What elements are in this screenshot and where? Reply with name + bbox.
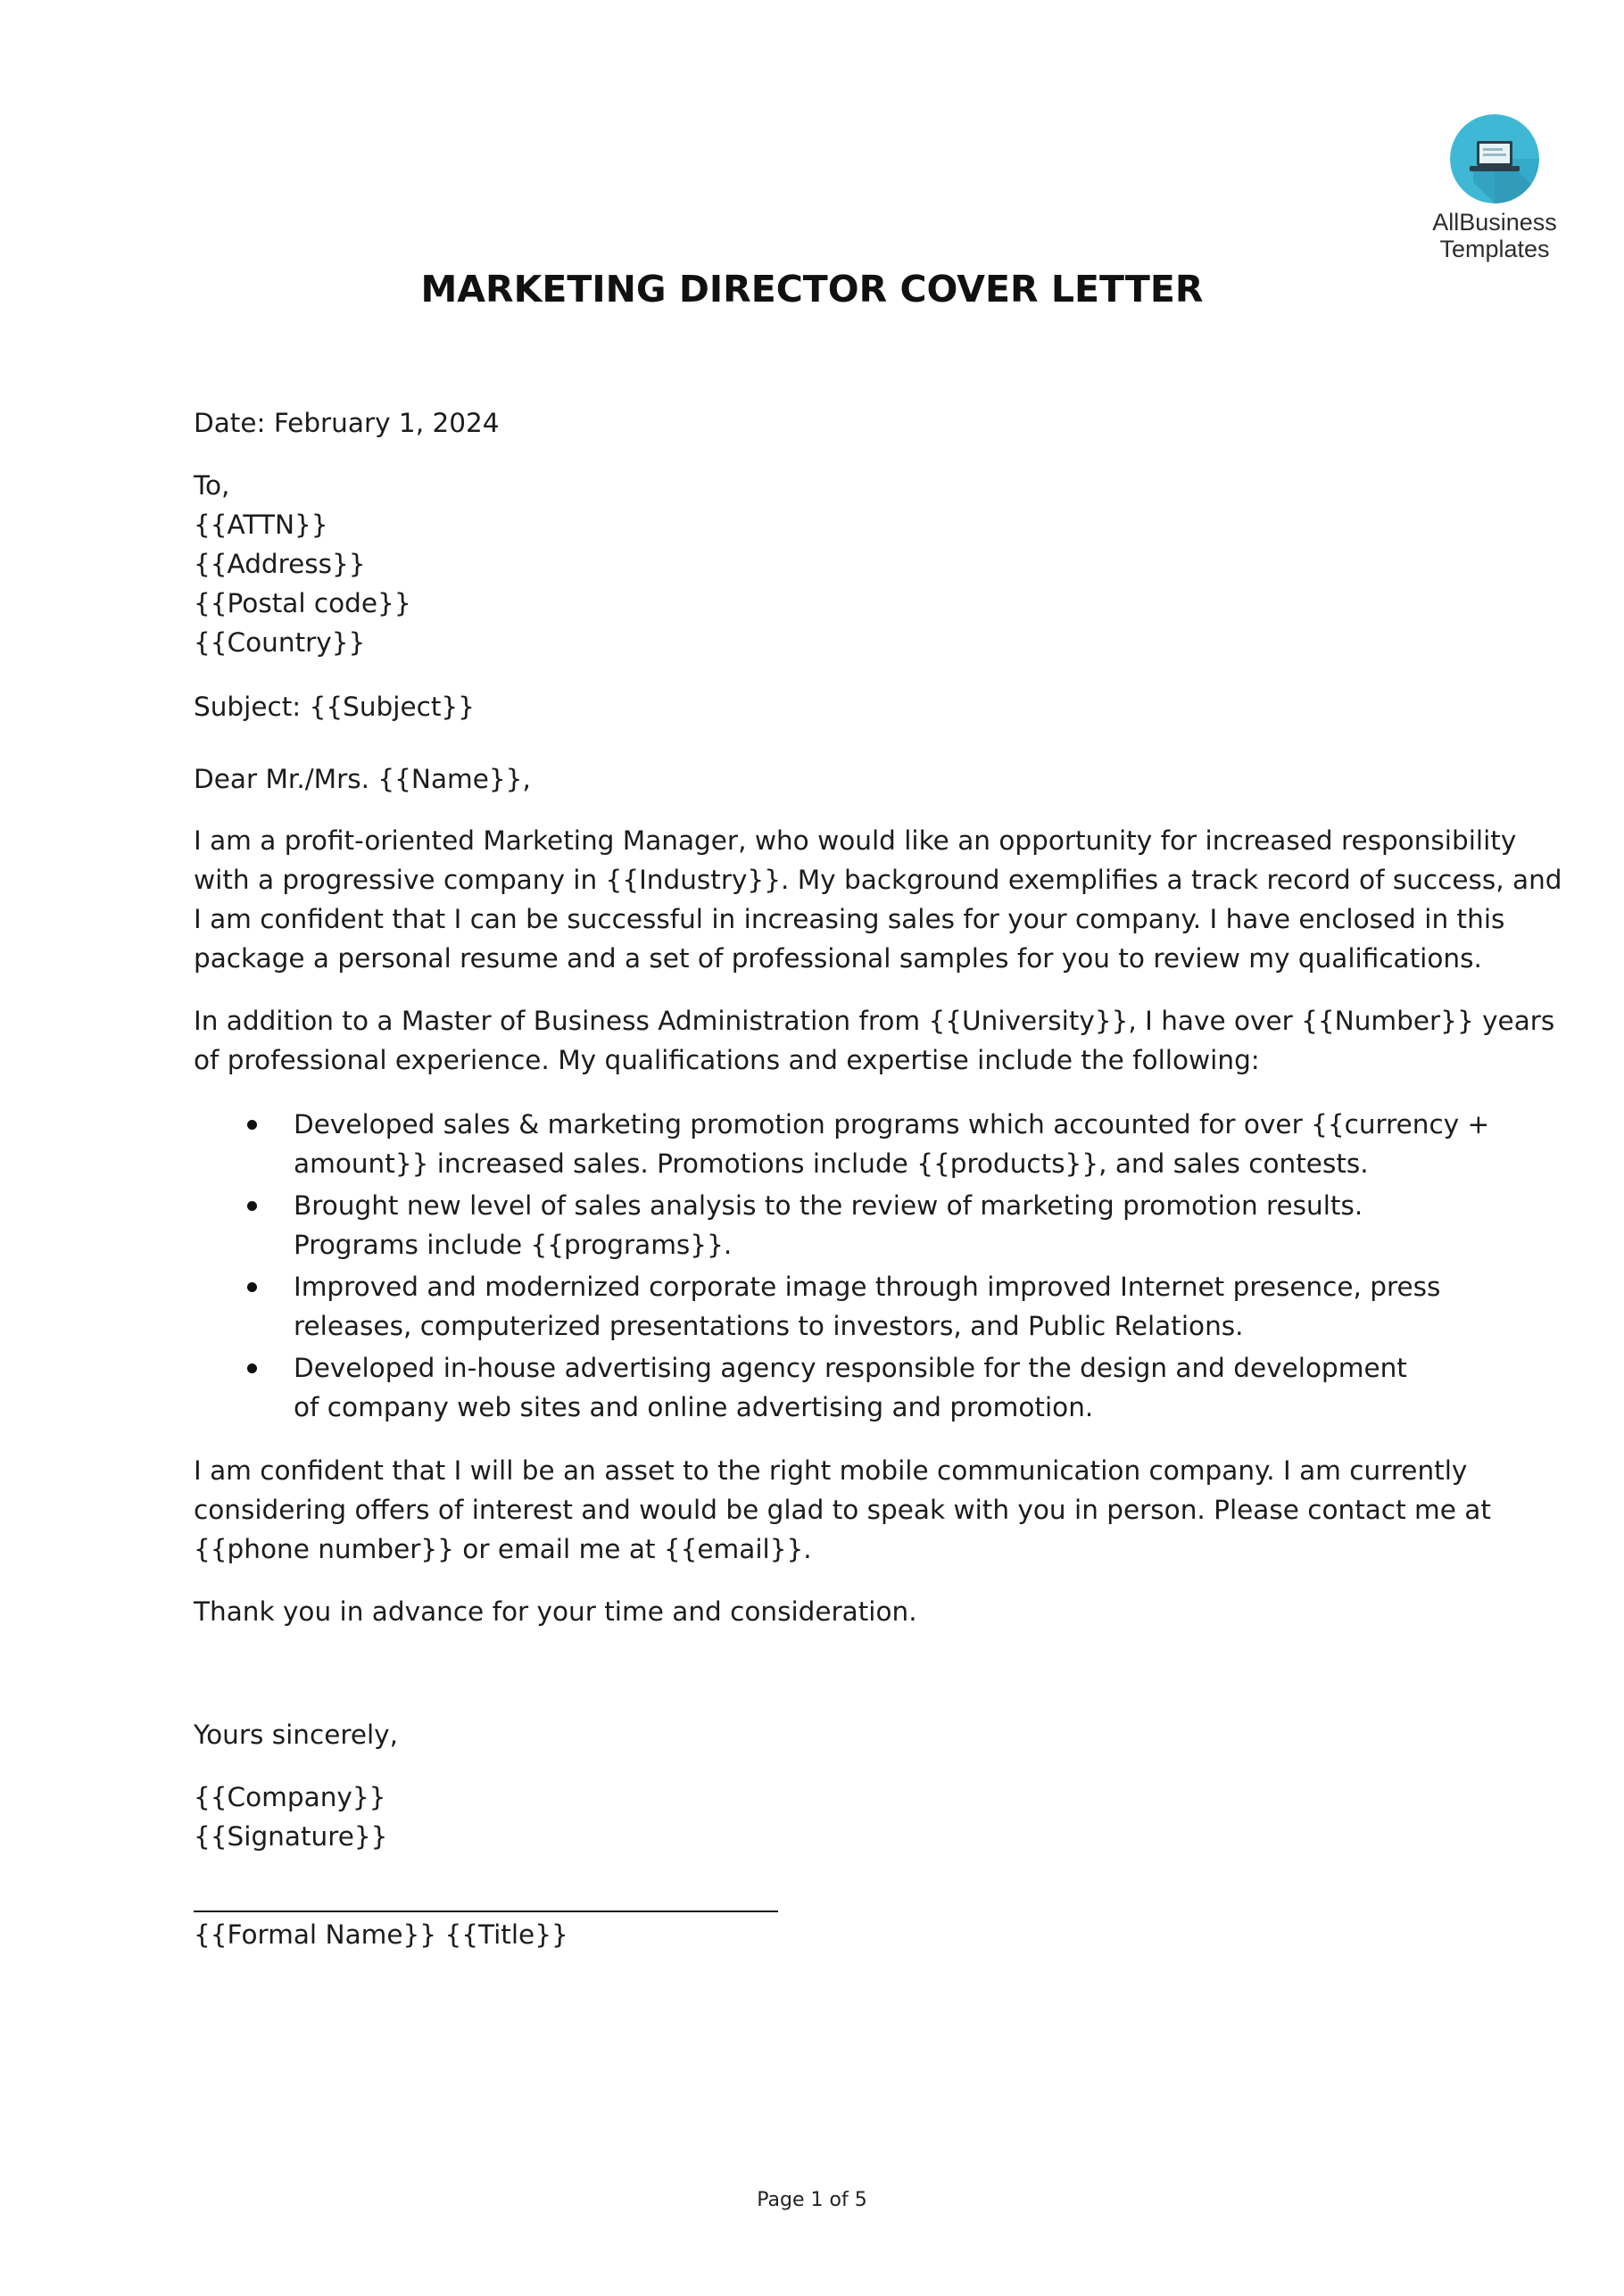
- bullet-icon: [247, 1120, 257, 1130]
- paragraph-line: {{phone number}} or email me at {{email}}.: [194, 1534, 812, 1564]
- list-item-line: Developed in-house advertising agency responsible for the design and development: [294, 1353, 1407, 1383]
- signature-line: [194, 1911, 778, 1912]
- paragraph-qualifications: [194, 1001, 1555, 1080]
- list-item-line: Brought new level of sales analysis to the review of marketing promotion results.: [294, 1190, 1363, 1221]
- list-item: [194, 1267, 1461, 1346]
- paragraph-line: I am confident that I can be successful in increasing sales for your company. I have enclosed in this: [194, 904, 1505, 934]
- list-item-line: Programs include {{programs}}.: [294, 1230, 733, 1260]
- paragraph-line: I am confident that I will be an asset to the right mobile communication company. I am currently: [194, 1455, 1468, 1486]
- paragraph-thanks: Thank you in advance for your time and consideration.: [194, 1596, 917, 1627]
- paragraph-line: with a progressive company in {{Industry}}. My background exemplifies a track record of success, and: [194, 865, 1562, 895]
- logo-text-line1: AllBusiness: [1432, 209, 1557, 236]
- paragraph-intro: [194, 821, 1562, 978]
- company-name: {{Company}}: [194, 1782, 386, 1812]
- recipient-attn: {{ATTN}}: [194, 510, 328, 540]
- date-line: Date: February 1, 2024: [194, 408, 500, 438]
- paragraph-line: of professional experience. My qualifications and expertise include the following:: [194, 1045, 1260, 1075]
- formal-name: {{Formal Name}} {{Title}}: [194, 1919, 568, 1950]
- list-item-line: Improved and modernized corporate image through improved Internet presence, press: [294, 1272, 1441, 1302]
- list-item: [194, 1348, 1461, 1427]
- bullet-icon: [247, 1282, 257, 1292]
- paragraph-line: considering offers of interest and would be glad to speak with you in person. Please contact me at: [194, 1495, 1491, 1525]
- qualifications-list: [194, 1105, 1490, 1430]
- page-number: Page 1 of 5: [757, 2189, 867, 2211]
- list-item-line: releases, computerized presentations to investors, and Public Relations.: [294, 1311, 1244, 1341]
- salutation: Dear Mr./Mrs. {{Name}},: [194, 764, 531, 794]
- subject-line: Subject: {{Subject}}: [194, 692, 475, 722]
- bullet-icon: [247, 1201, 257, 1211]
- recipient-block: [194, 466, 1461, 662]
- logo-text-line2: Templates: [1439, 236, 1550, 262]
- recipient-address: {{Address}}: [194, 549, 366, 579]
- signature-block: [194, 1778, 1461, 1856]
- paragraph-line: I am a profit-oriented Marketing Manager, who would like an opportunity for increased responsibility: [194, 825, 1517, 856]
- recipient-to: To,: [194, 470, 230, 501]
- document-title: MARKETING DIRECTOR COVER LETTER: [420, 268, 1204, 311]
- paragraph-line: package a personal resume and a set of professional samples for you to review my qualifications.: [194, 943, 1482, 974]
- allbusiness-logo: [1414, 114, 1575, 262]
- bullet-icon: [247, 1364, 257, 1373]
- list-item-line: amount}} increased sales. Promotions include {{products}}, and sales contests.: [294, 1148, 1369, 1179]
- list-item: [194, 1186, 1461, 1264]
- laptop-icon: [1450, 114, 1539, 203]
- list-item-line: of company web sites and online advertising and promotion.: [294, 1392, 1094, 1422]
- recipient-country: {{Country}}: [194, 627, 366, 658]
- signature: {{Signature}}: [194, 1821, 388, 1852]
- closing: Yours sincerely,: [194, 1720, 399, 1750]
- paragraph-contact: [194, 1451, 1491, 1569]
- list-item: [194, 1105, 1490, 1183]
- recipient-postal-code: {{Postal code}}: [194, 588, 411, 618]
- list-item-line: Developed sales & marketing promotion programs which accounted for over {{currency +: [294, 1109, 1490, 1140]
- paragraph-line: In addition to a Master of Business Administration from {{University}}, I have over {{Number}} years: [194, 1006, 1555, 1036]
